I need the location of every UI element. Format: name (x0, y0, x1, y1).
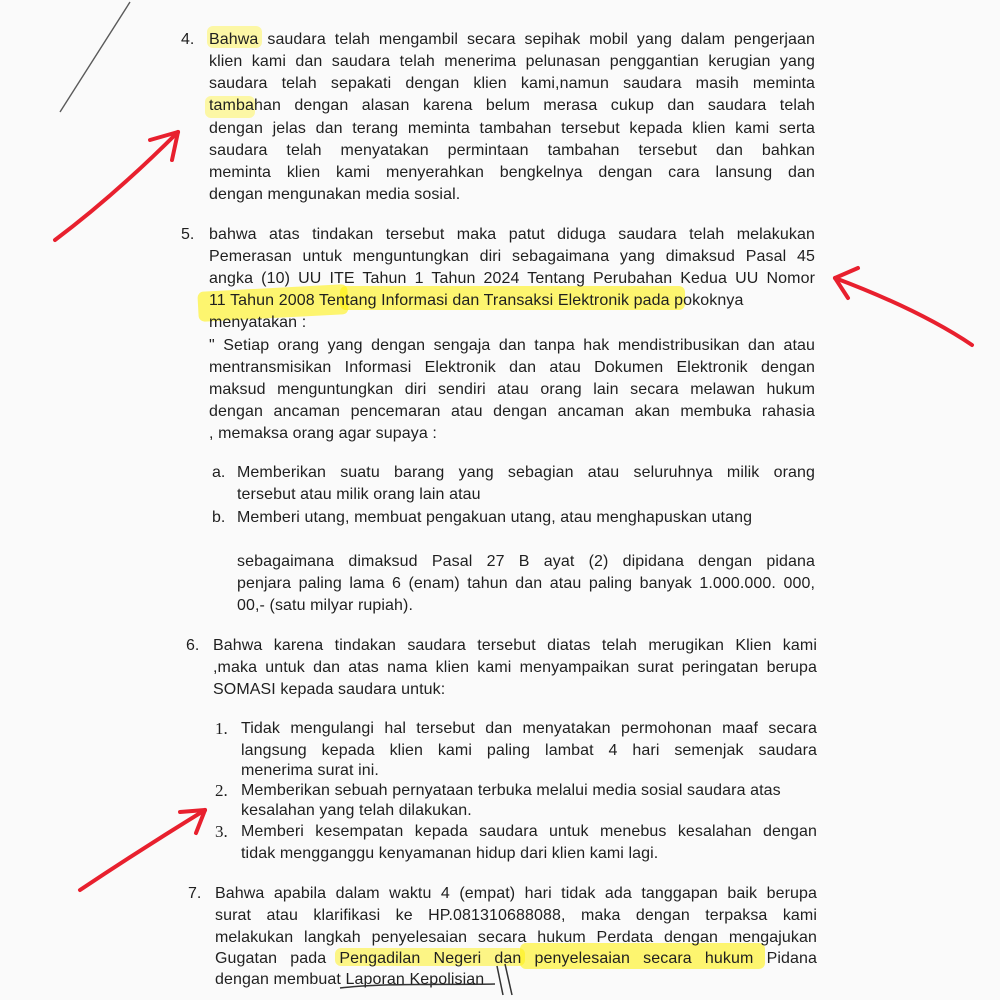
item-4-line: dengan mengunakan media sosial. (209, 186, 461, 203)
sub-item-a-line: tersebut atau milik orang lain atau (237, 486, 481, 503)
sub-item-2-line: Memberikan sebuah pernyataan terbuka melalui media sosial saudara atas (241, 782, 781, 799)
item-7-number: 7. (188, 885, 202, 902)
item-5-number: 5. (181, 226, 195, 243)
sub-item-3-line: tidak mengganggu kenyamanan hidup dari klien kami lagi. (241, 845, 659, 862)
red-arrow-icon (835, 268, 972, 345)
item-4-line: saudara telah menyatakan permintaan tambahan tersebut dan bahkan (209, 142, 815, 159)
sub-item-1-line: langsung kepada klien kami paling lambat 4 hari semenjak saudara (241, 742, 817, 759)
item-6-line: Bahwa karena tindakan saudara tersebut diatas telah merugikan Klien kami (213, 637, 817, 654)
item-6-line: ,maka untuk dan atas nama klien kami menyampaikan surat peringatan berupa (213, 659, 817, 676)
item-5-line: angka (10) UU ITE Tahun 1 Tahun 2024 Tentang Perubahan Kedua UU Nomor (209, 270, 815, 287)
penalty-line: sebagaimana dimaksud Pasal 27 B ayat (2) dipidana dengan pidana (237, 553, 815, 570)
sub-item-1-line: Tidak mengulangi hal tersebut dan menyatakan permohonan maaf secara (241, 720, 817, 737)
item-4-line: saudara telah sepakati dengan klien kami,namun saudara masih meminta (209, 75, 815, 92)
sub-item-b-line: Memberi utang, membuat pengakuan utang, atau menghapuskan utang (237, 509, 753, 526)
quote-line: , memaksa orang agar supaya : (209, 425, 437, 442)
sub-item-3-line: Memberi kesempatan kepada saudara untuk menebus kesalahan dengan (241, 823, 817, 840)
item-4-number: 4. (181, 31, 195, 48)
item-7-line: Bahwa apabila dalam waktu 4 (empat) hari tidak ada tanggapan baik berupa (215, 885, 817, 902)
pen-stroke-line (60, 2, 130, 112)
item-5-line: menyatakan : (209, 314, 307, 331)
sub-item-a-marker: a. (212, 464, 226, 481)
red-arrow-icon (80, 810, 205, 890)
sub-item-2-marker: 2. (215, 781, 228, 800)
sub-item-2-line: kesalahan yang telah dilakukan. (241, 802, 472, 819)
item-6-line: SOMASI kepada saudara untuk: (213, 681, 446, 698)
item-7-line: Gugatan pada Pengadilan Negeri dan penyelesaian secara hukum Pidana (215, 950, 817, 967)
item-5-line: bahwa atas tindakan tersebut maka patut diduga saudara telah melakukan (209, 226, 815, 243)
red-arrow-icon (55, 132, 178, 240)
sub-item-a-line: Memberikan suatu barang yang sebagian atau seluruhnya milik orang (237, 464, 815, 481)
item-4-line: meminta klien kami menyerahkan bengkelnya dengan cara lansung dan (209, 164, 815, 181)
quote-line: mentransmisikan Informasi Elektronik dan atau Dokumen Elektronik dengan (209, 359, 815, 376)
penalty-line: penjara paling lama 6 (enam) tahun dan atau paling banyak 1.000.000. 000, (237, 575, 815, 592)
item-5-line: Pemerasan untuk menguntungkan diri sebagaimana yang dimaksud Pasal 45 (209, 248, 815, 265)
sub-item-3-marker: 3. (215, 822, 228, 841)
item-4-line: tambahan dengan alasan karena belum merasa cukup dan saudara telah (209, 97, 815, 114)
item-5-line: 11 Tahun 2008 Tentang Informasi dan Transaksi Elektronik pada pokoknya (209, 292, 744, 309)
sub-item-b-marker: b. (212, 509, 226, 526)
item-4-line: Bahwa saudara telah mengambil secara sepihak mobil yang dalam pengerjaan (209, 31, 815, 48)
penalty-line: 00,- (satu milyar rupiah). (237, 597, 413, 614)
sub-item-1-marker: 1. (215, 719, 228, 738)
quote-line: " Setiap orang yang dengan sengaja dan tanpa hak mendistribusikan dan atau (209, 337, 815, 354)
sub-item-1-line: menerima surat ini. (241, 762, 379, 779)
item-4-line: klien kami dan saudara telah menerima pelunasan penggantian kerugian yang (209, 53, 815, 70)
quote-line: dengan ancaman pencemaran atau dengan ancaman akan membuka rahasia (209, 403, 815, 420)
item-7-line: melakukan langkah penyelesaian secara hukum Perdata dengan mengajukan (215, 929, 817, 946)
item-7-line: surat atau klarifikasi ke HP.081310688088, maka dengan terpaksa kami (215, 907, 817, 924)
item-7-line: dengan membuat Laporan Kepolisian (215, 971, 485, 988)
item-4-line: dengan jelas dan terang meminta tambahan tersebut kepada klien kami serta (209, 120, 815, 137)
item-6-number: 6. (186, 637, 200, 654)
quote-line: maksud menguntungkan diri sendiri atau orang lain secara melawan hukum (209, 381, 815, 398)
